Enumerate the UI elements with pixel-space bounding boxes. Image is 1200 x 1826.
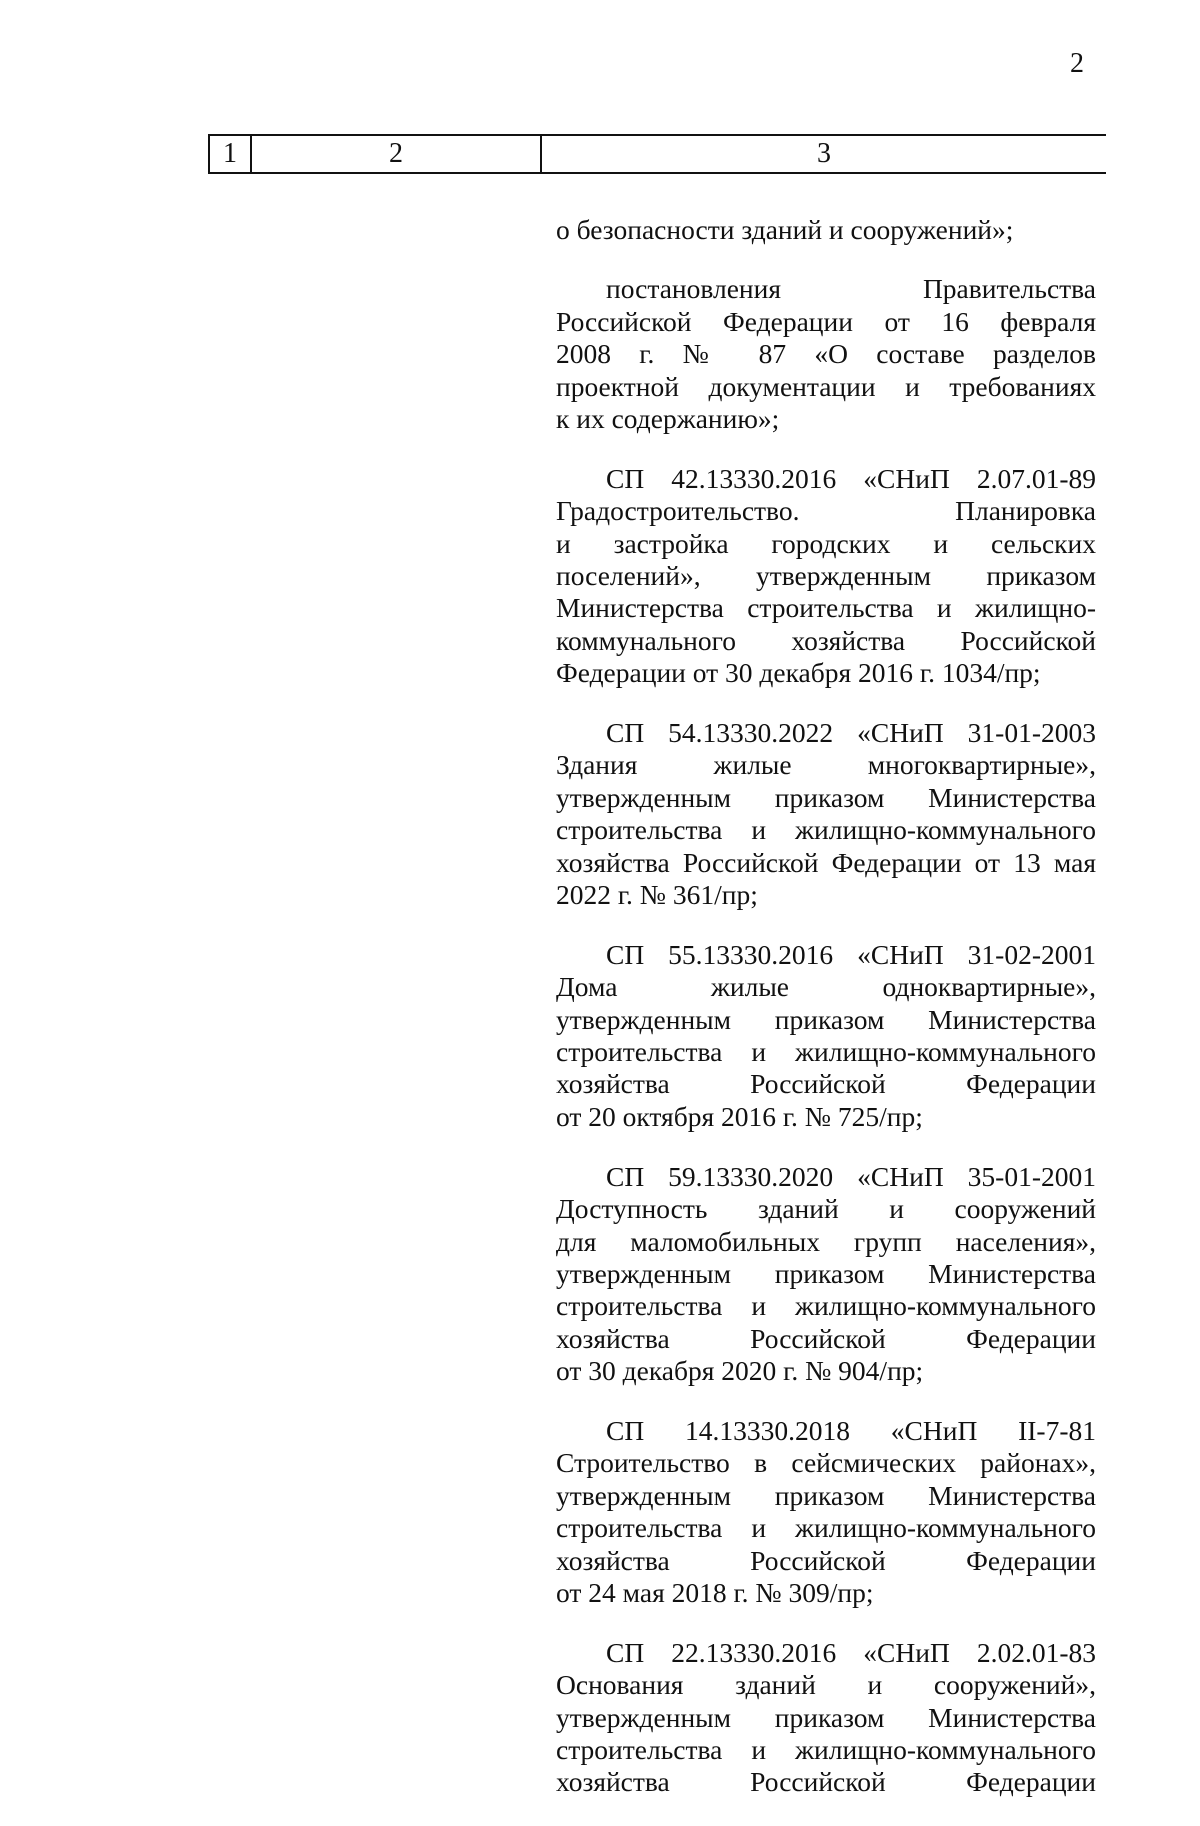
text-line: Дома жилые одноквартирные»,: [556, 971, 1096, 1003]
table-header-col-2: 2: [252, 136, 542, 172]
document-paragraph: [556, 1161, 1096, 1388]
text-line: СП 54.13330.2022 «СНиП 31-01-2003: [606, 717, 1096, 749]
text-line: утвержденным приказом Министерства: [556, 1257, 1096, 1289]
document-paragraph: [556, 463, 1096, 690]
table-header-col-1: 1: [208, 136, 252, 172]
text-line: строительства и жилищно-коммунального: [556, 1512, 1096, 1544]
text-line: поселений», утвержденным приказом: [556, 560, 1096, 592]
text-line: утвержденным приказом Министерства: [556, 1479, 1096, 1511]
text-line: Федерации от 30 декабря 2016 г. 1034/пр;: [556, 657, 1041, 689]
document-paragraph: [556, 939, 1096, 1133]
text-line: к их содержанию»;: [556, 402, 780, 434]
text-line: для маломобильных групп населения»,: [556, 1225, 1096, 1257]
text-line: 2008 г. № 87 «О составе разделов: [556, 338, 1096, 370]
text-line: утвержденным приказом Министерства: [556, 781, 1096, 813]
document-paragraph: [556, 273, 1096, 435]
text-line: от 20 октября 2016 г. № 725/пр;: [556, 1100, 923, 1132]
document-paragraph: [556, 214, 1096, 246]
text-line: хозяйства Российской Федерации: [556, 1766, 1096, 1798]
document-paragraph: [556, 1415, 1096, 1609]
text-line: утвержденным приказом Министерства: [556, 1701, 1096, 1733]
text-line: Строительство в сейсмических районах»,: [556, 1447, 1096, 1479]
text-line: строительства и жилищно-коммунального: [556, 1290, 1096, 1322]
text-line: хозяйства Российской Федерации: [556, 1068, 1096, 1100]
text-line: хозяйства Российской Федерации от 13 мая: [556, 846, 1096, 878]
text-line: СП 14.13330.2018 «СНиП II-7-81: [606, 1415, 1096, 1446]
document-paragraph: [556, 717, 1096, 911]
table-header-col-3: 3: [817, 138, 831, 169]
text-line: строительства и жилищно-коммунального: [556, 1734, 1096, 1766]
text-line: СП 55.13330.2016 «СНиП 31-02-2001: [606, 938, 1096, 970]
text-line: коммунального хозяйства Российской: [556, 624, 1096, 656]
text-line: СП 22.13330.2016 «СНиП 2.02.01-83: [606, 1636, 1096, 1668]
text-line: Доступность зданий и сооружений: [556, 1193, 1096, 1225]
text-line: хозяйства Российской Федерации: [556, 1322, 1096, 1354]
text-line: СП 42.13330.2016 «СНиП 2.07.01-89: [606, 462, 1096, 494]
text-line: проектной документации и требованиях: [556, 370, 1096, 402]
text-line: от 30 декабря 2020 г. № 904/пр;: [556, 1355, 924, 1387]
text-line: строительства и жилищно-коммунального: [556, 814, 1096, 846]
page-number: 2: [1070, 48, 1084, 79]
text-line: от 24 мая 2018 г. № 309/пр;: [556, 1576, 874, 1608]
text-line: 2022 г. № 361/пр;: [556, 879, 758, 911]
text-line: хозяйства Российской Федерации: [556, 1544, 1096, 1576]
table-header: [208, 134, 1106, 174]
document-body: [556, 186, 1096, 1826]
text-line: Министерства строительства и жилищно-: [556, 592, 1096, 624]
text-line: СП 59.13330.2020 «СНиП 35-01-2001: [606, 1160, 1096, 1192]
text-line: Основания зданий и сооружений»,: [556, 1669, 1096, 1701]
text-line: Градостроительство. Планировка: [556, 495, 1096, 527]
text-line: строительства и жилищно-коммунального: [556, 1036, 1096, 1068]
text-line: о безопасности зданий и сооружений»;: [556, 213, 1014, 245]
text-line: и застройка городских и сельских: [556, 527, 1096, 559]
text-line: Российской Федерации от 16 февраля: [556, 305, 1096, 337]
text-line: постановления Правительства: [606, 273, 1096, 305]
text-line: Здания жилые многоквартирные»,: [556, 749, 1096, 781]
document-paragraph: [556, 1637, 1096, 1799]
text-line: утвержденным приказом Министерства: [556, 1003, 1096, 1035]
